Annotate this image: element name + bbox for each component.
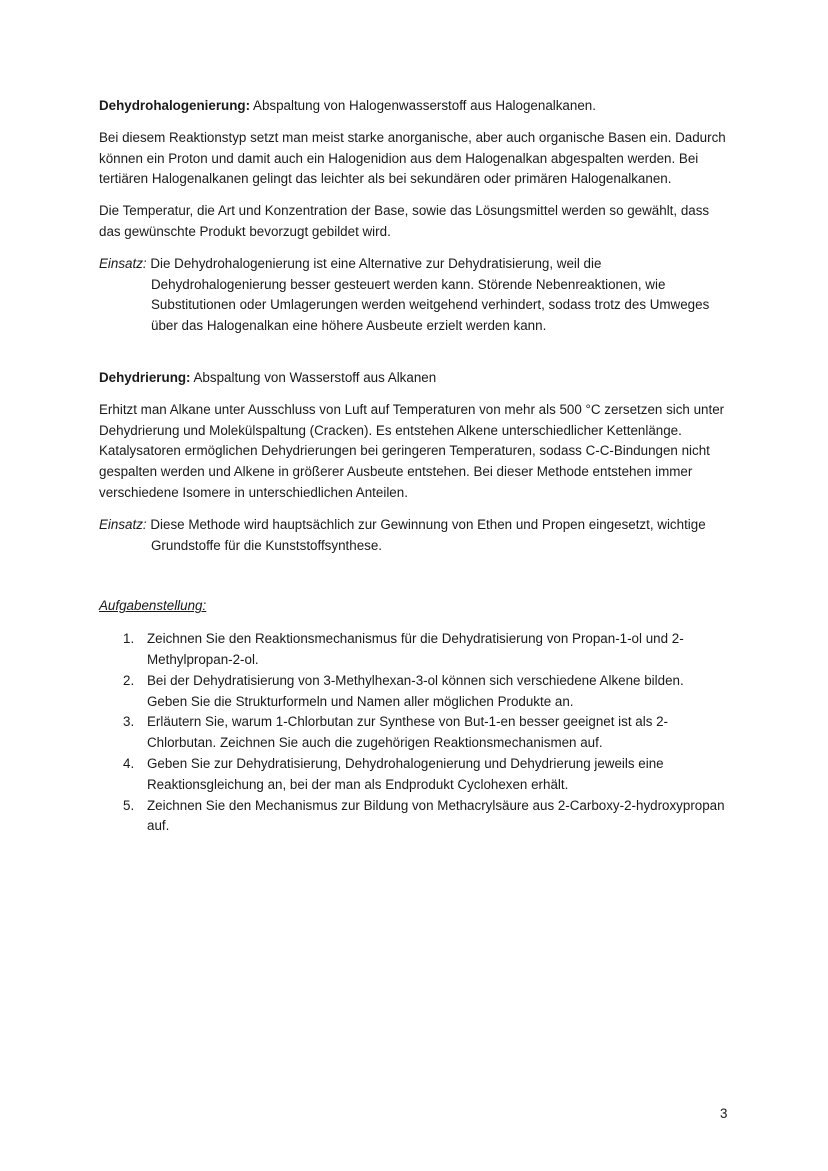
einsatz-note [99, 254, 727, 337]
paragraph: Erhitzt man Alkane unter Ausschluss von Luft auf Temperaturen von mehr als 500 °C zersetzen sich unter Dehydrierung und Molekülspaltung (Cracken). Es entstehen Alkene unterschiedlicher Kettenlänge. Katalysatoren ermöglichen Dehydrierungen bei geringeren Temperaturen, sodass C-C-Bindungen nicht gespalten werden und Alkene in größerer Ausbeute entstehen. Bei dieser Methode entstehen immer verschiedene Isomere in unterschiedlichen Anteilen. [99, 401, 725, 500]
section-aufgaben [99, 596, 727, 837]
einsatz-text: Die Dehydrohalogenierung ist eine Alternative zur Dehydratisierung, weil die Dehydrohalogenierung besser gesteuert werden kann. Störende Nebenreaktionen, wie Substitutionen oder Umlagerungen werden weitgehend verhindert, sodass trotz des Umweges über das Halogenalkan eine höhere Ausbeute erzielt werden kann. [146, 255, 710, 334]
task-item [123, 796, 727, 838]
section-title: Dehydrierung: [99, 369, 191, 385]
einsatz-text: Diese Methode wird hauptsächlich zur Gewinnung von Ethen und Propen eingesetzt, wichtige Grundstoffe für die Kunststoffsynthese. [146, 516, 706, 553]
section-subtitle: Abspaltung von Wasserstoff aus Alkanen [190, 369, 437, 385]
task-text: Zeichnen Sie den Reaktionsmechanismus für die Dehydratisierung von Propan-1-ol und 2-Methylpropan-2-ol. [147, 631, 684, 667]
task-number: 4. [123, 755, 135, 771]
task-item [123, 671, 727, 713]
task-list [99, 629, 727, 837]
task-number: 1. [123, 631, 135, 647]
einsatz-label: Einsatz: [99, 255, 147, 271]
tasks-heading: Aufgabenstellung: [99, 598, 207, 614]
page-number: 3 [720, 1106, 728, 1121]
task-item [123, 629, 727, 671]
section-title: Dehydrohalogenierung: [99, 98, 251, 113]
task-number: 3. [123, 714, 135, 730]
task-text: Bei der Dehydratisierung von 3-Methylhexan-3-ol können sich verschiedene Alkene bilden. Geben Sie die Strukturformeln und Namen aller möglichen Produkte an. [147, 672, 684, 709]
section-dehydrohalogenierung [99, 96, 727, 337]
section-dehydrierung [99, 368, 727, 556]
task-item [123, 754, 727, 796]
section-heading [99, 96, 727, 117]
einsatz-note [99, 515, 727, 557]
task-text: Geben Sie zur Dehydratisierung, Dehydrohalogenierung und Dehydrierung jeweils eine Reaktionsgleichung an, bei der man als Endprodukt Cyclohexen erhält. [147, 755, 664, 792]
task-number: 2. [123, 672, 135, 688]
task-text: Zeichnen Sie den Mechanismus zur Bildung von Methacrylsäure aus 2-Carboxy-2-hydroxypropan auf. [147, 797, 725, 834]
paragraph: Die Temperatur, die Art und Konzentration der Base, sowie das Lösungsmittel werden so gewählt, dass das gewünschte Produkt bevorzugt gebildet wird. [99, 203, 710, 239]
einsatz-label: Einsatz: [99, 516, 147, 532]
task-item [123, 712, 727, 754]
document-page [99, 96, 727, 837]
task-number: 5. [123, 797, 135, 813]
task-text: Erläutern Sie, warum 1-Chlorbutan zur Synthese von But-1-en besser geeignet ist als 2-Chlorbutan. Zeichnen Sie auch die zugehörigen Reaktionsmechanismen auf. [147, 714, 669, 751]
paragraph: Bei diesem Reaktionstyp setzt man meist starke anorganische, aber auch organische Basen ein. Dadurch können ein Proton und damit auch ein Halogenidion aus dem Halogenalkan abgespalten werden. Bei tertiären Halogenalkanen gelingt das leichter als bei sekundären oder primären Halogenalkanen. [99, 129, 726, 187]
section-heading [99, 368, 727, 389]
section-subtitle: Abspaltung von Halogenwasserstoff aus Halogenalkanen. [250, 98, 596, 113]
